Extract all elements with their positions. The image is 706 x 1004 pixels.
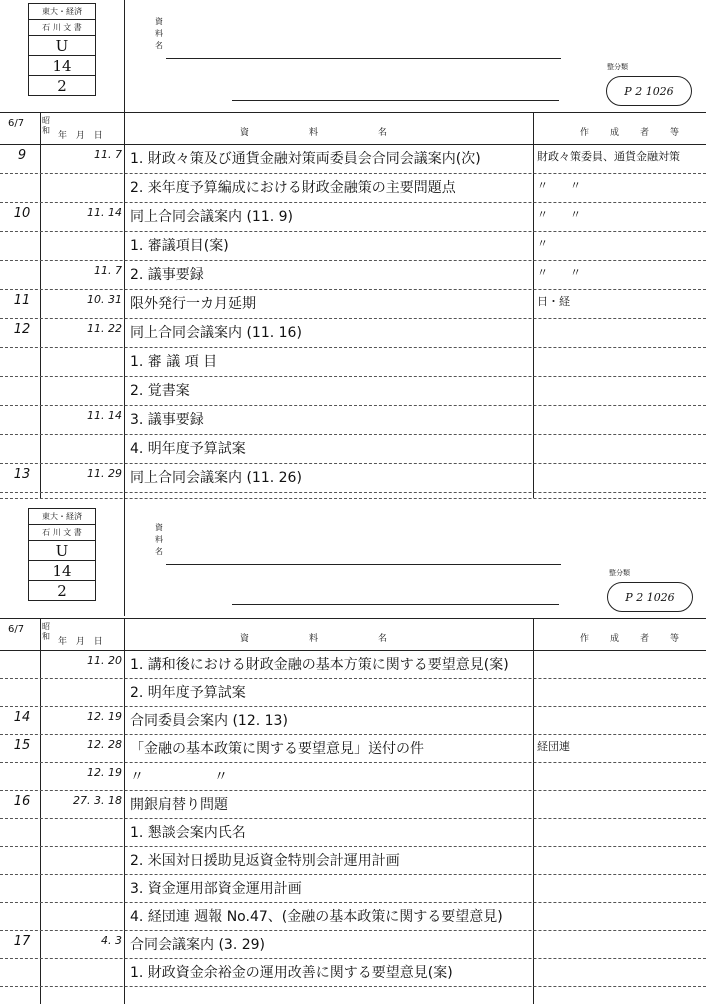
- table-row: [0, 206, 706, 234]
- table-row: [0, 351, 706, 379]
- entry-author: 日・経: [537, 295, 570, 308]
- table-row: [0, 264, 706, 292]
- entry-title: 同上合同会議案内 (11. 16): [130, 325, 302, 341]
- entry-date: 12. 19: [87, 766, 122, 779]
- header-era-top: 昭和: [42, 116, 50, 135]
- entry-date: 11. 7: [94, 264, 122, 277]
- entry-title: 3. 議事要録: [130, 412, 204, 428]
- stamp-code2: 14: [29, 56, 95, 76]
- entry-title: 1. 講和後における財政金融の基本方策に関する要望意見(案): [130, 657, 509, 673]
- entry-date: 12. 28: [87, 738, 122, 751]
- entry-title: 3. 資金運用部資金運用計画: [130, 881, 302, 897]
- entry-title: 開銀肩替り問題: [130, 797, 228, 813]
- header-author-bottom: 作 成 者 等: [580, 634, 686, 644]
- table-row: [0, 177, 706, 205]
- entry-title: 1. 懇談会案内氏名: [130, 825, 246, 841]
- entry-date: 11. 29: [87, 467, 122, 480]
- stamp-code1: U: [29, 36, 95, 56]
- stamp-code3: 2: [57, 76, 67, 95]
- entry-date: 4. 3: [101, 934, 122, 947]
- entry-title: 2. 覚書案: [130, 383, 190, 399]
- table-row: [0, 293, 706, 321]
- doc-label-top: 資 料 名: [155, 17, 163, 50]
- entry-title: 1. 審 議 項 目: [130, 354, 218, 370]
- entry-date: 27. 3. 18: [73, 794, 122, 807]
- stamp-code3: 2: [57, 581, 67, 600]
- entry-title: 4. 経団連 週報 No.47、(金融の基本政策に関する要望意見): [130, 909, 503, 925]
- entry-title: 「金融の基本政策に関する要望意見」送付の件: [130, 741, 424, 757]
- stamp-code1: U: [29, 541, 95, 561]
- entry-author: 〃 〃: [537, 208, 581, 221]
- entry-title: 同上合同会議案内 (11. 26): [130, 470, 302, 486]
- entry-date: 10. 31: [87, 293, 122, 306]
- archive-stamp-bottom: [28, 508, 96, 601]
- entry-number: 14: [13, 710, 31, 725]
- entry-title: 同上合同会議案内 (11. 9): [130, 209, 293, 225]
- table-row: [0, 322, 706, 350]
- header-title-bottom: 資 料 名: [240, 634, 402, 644]
- entry-date: 11. 7: [94, 148, 122, 161]
- classification-label-top: 整分類: [607, 63, 628, 71]
- entry-title: 1. 財政々策及び通貨金融対策両委員会合同会議案内(次): [130, 151, 481, 167]
- table-row: [0, 467, 706, 495]
- table-row: [0, 380, 706, 408]
- stamp-line1: 東大・経済: [29, 4, 95, 20]
- header-date-bottom: 年 月 日: [58, 637, 106, 647]
- entry-title: 1. 審議項目(案): [130, 238, 229, 254]
- entry-author: 〃 〃: [537, 179, 581, 192]
- entry-date: 11. 20: [87, 654, 122, 667]
- stamp-line2: 石 川 文 書: [29, 525, 95, 541]
- entry-number: 12: [13, 322, 31, 337]
- table-row: [0, 409, 706, 437]
- entry-number: 11: [13, 293, 31, 308]
- header-author-top: 作 成 者 等: [580, 128, 686, 138]
- classification-label-bottom: 整分類: [609, 569, 630, 577]
- table-row: [0, 438, 706, 466]
- entry-author: 〃 〃: [537, 266, 581, 279]
- header-date-top: 年 月 日: [58, 131, 106, 141]
- entry-title: 4. 明年度予算試案: [130, 441, 246, 457]
- entry-title: 2. 明年度予算試案: [130, 685, 246, 701]
- table-row: [0, 235, 706, 263]
- entry-author: 財政々策委員、通貨金融対策: [537, 150, 680, 163]
- entry-number: 16: [13, 794, 31, 809]
- header-no-top: 6/7: [8, 118, 25, 129]
- header-era-bottom: 昭和: [42, 622, 50, 641]
- doc-label-bottom: 資 料 名: [155, 523, 163, 556]
- entry-title: 2. 米国対日援助見返資金特別会計運用計画: [130, 853, 400, 869]
- entry-author: 経団連: [537, 740, 570, 753]
- entry-title: 合同委員会案内 (12. 13): [130, 713, 288, 729]
- entry-number: 13: [13, 467, 31, 482]
- entry-date: 11. 14: [87, 206, 122, 219]
- entry-date: 11. 22: [87, 322, 122, 335]
- entry-number: 15: [13, 738, 31, 753]
- entry-title: 合同会議案内 (3. 29): [130, 937, 265, 953]
- classification-code-bottom: P 2 1026: [607, 582, 693, 612]
- entry-number: 17: [13, 934, 31, 949]
- header-title-top: 資 料 名: [240, 128, 402, 138]
- stamp-line1: 東大・経済: [29, 509, 95, 525]
- header-no-bottom: 6/7: [8, 624, 25, 635]
- entry-title: 1. 財政資金余裕金の運用改善に関する要望意見(案): [130, 965, 453, 981]
- entry-title: 2. 議事要録: [130, 267, 204, 283]
- entry-number: 9: [17, 148, 27, 163]
- entry-date: 12. 19: [87, 710, 122, 723]
- entry-title: 2. 来年度予算編成における財政金融策の主要問題点: [130, 180, 456, 196]
- entry-title: 限外発行一カ月延期: [130, 296, 256, 312]
- table-row: [0, 148, 706, 176]
- stamp-line2: 石 川 文 書: [29, 20, 95, 36]
- classification-code-top: P 2 1026: [606, 76, 692, 106]
- entry-author: 〃: [537, 237, 548, 250]
- entry-date: 11. 14: [87, 409, 122, 422]
- archive-stamp-top: [28, 3, 96, 96]
- entry-number: 10: [13, 206, 31, 221]
- entry-title: 〃 〃: [130, 769, 228, 785]
- stamp-code2: 14: [29, 561, 95, 581]
